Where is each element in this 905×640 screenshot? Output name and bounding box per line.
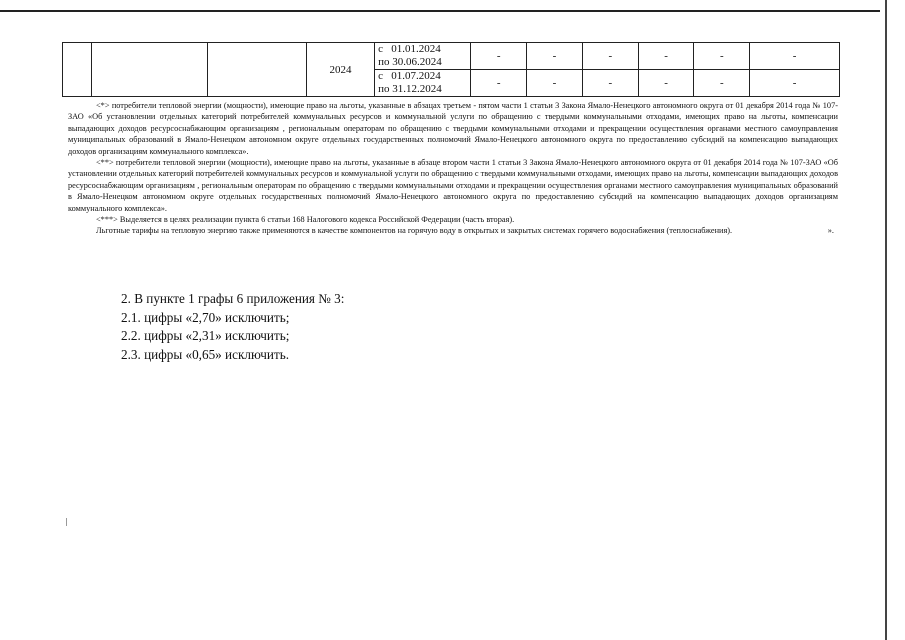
table-cell-value: - [750,43,840,70]
table-cell-value: - [527,43,583,70]
period-to-prefix: по [378,83,390,95]
amendment-item: 2.1. цифры «2,70» исключить; [121,309,290,325]
period-to-prefix: по [378,56,390,68]
table-cell-value: - [471,70,527,97]
footnotes [68,100,838,237]
amendment-heading: 2. В пункте 1 графы 6 приложения № 3: [121,291,345,306]
period-from-prefix: с [378,43,383,55]
table-cell-year: 2024 [306,43,374,97]
closing-text: Льготные тарифы на тепловую энергию также применяются в качестве компонентов на горячую воду в открытых и закрытых системах горячего водоснабжения (теплоснабжения). [96,226,733,236]
table-row [63,43,840,70]
scan-artifact-mark [66,518,67,526]
closing-paragraph [68,225,838,236]
scan-border-right [885,0,887,640]
table-cell-empty [208,43,307,97]
table-cell-empty [63,43,92,97]
table-cell-empty [92,43,208,97]
table-cell-period [375,43,471,70]
table-cell-value: - [638,70,694,97]
table-cell-value: - [694,70,750,97]
table-cell-value: - [694,43,750,70]
table-cell-value: - [582,43,638,70]
footnote-1: <*> потребители тепловой энергии (мощности), имеющие право на льготы, указанные в абзацах третьем - пятом части 1 статьи 3 Закона Ямало-Ненецкого автономного округа от 01 декабря 2014 года № 107-ЗАО «Об установлении отдельных категорий потребителей коммунальных ресурсов и коммунальной услуги по обращению с твердыми коммунальными отходами, имеющих право на льготы, компенсации выпадающих доходов ресурсоснабжающим организациям , региональным операторам по обращению с твердыми коммунальными отходами и прекращении осуществления органами местного самоуправления муниципальных образований в Ямало-Ненецком автономном округе отдельных государственных полномочий Ямало-Ненецкого автономного округа по предоставлению субсидий на компенсацию выпадающих доходов организациям коммунального комплекса». [68,101,838,156]
table-cell-value: - [638,43,694,70]
period-from-prefix: с [378,70,383,82]
footnote-2: <**> потребители тепловой энергии (мощности), имеющие право на льготы, указанные в абзаце втором части 1 статьи 3 Закона Ямало-Ненецкого автономного округа от 01 декабря 2014 года № 107-ЗАО «Об установлении отдельных категорий потребителей коммунальных ресурсов и коммунальной услуги по обращению с твердыми коммунальными отходами, имеющих право на льготы, компенсации выпадающих доходов ресурсоснабжающим организациям , региональным операторам по обращению с твердыми коммунальными отходами и прекращении осуществления органами местного самоуправления муниципальных образований в Ямало-Ненецком автономном округе отдельных государственных полномочий Ямало-Ненецкого автономного округа по предоставлению субсидий на компенсацию выпадающих доходов организациям коммунального комплекса». [68,158,838,213]
table-cell-period [375,70,471,97]
period-to-date: 31.12.2024 [392,83,442,95]
table-cell-value: - [750,70,840,97]
amendments [121,290,344,364]
period-from-date: 01.07.2024 [391,70,441,82]
table-cell-value: - [471,43,527,70]
tariff-table [62,42,840,97]
closing-quote: ». [827,226,834,236]
amendment-item: 2.2. цифры «2,31» исключить; [121,328,290,343]
table-cell-value: - [527,70,583,97]
table-cell-value: - [582,70,638,97]
period-to-date: 30.06.2024 [392,56,442,68]
scan-border-top [0,10,880,12]
amendment-item: 2.3. цифры «0,65» исключить. [121,346,290,362]
footnote-3: <***> Выделяется в целях реализации пункта 6 статьи 168 Налогового кодекса Российской Федерации (часть вторая). [96,215,515,225]
period-from-date: 01.01.2024 [391,43,441,55]
